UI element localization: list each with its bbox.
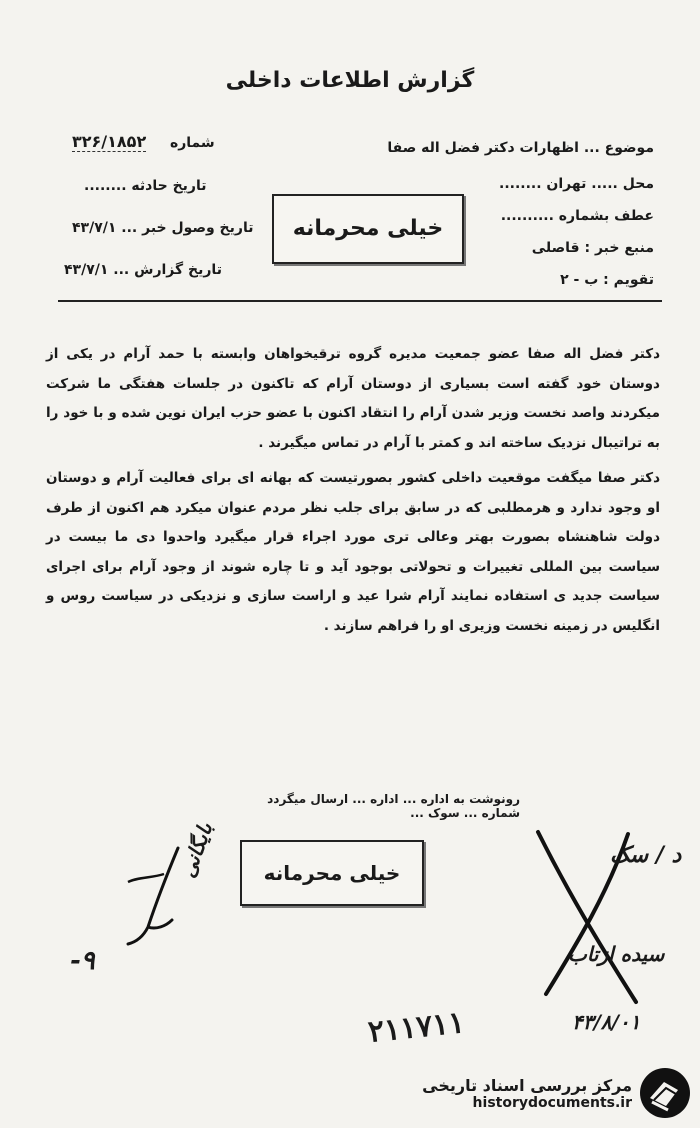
header-divider [58, 300, 662, 302]
followup-row [501, 208, 654, 224]
watermark-name: مرکز بررسی اسناد تاریخی [422, 1075, 632, 1095]
subject-row: موضوع ... اظهارات دکتر فضل اله صفا [387, 140, 654, 156]
evaluation-value: ب - ۲ [560, 272, 599, 288]
source-row: منبع خبر : قاصلی [531, 240, 654, 256]
distribution-note: رونوشت به اداره ... اداره ... ارسال میگردد شماره ... سوک ... [267, 792, 520, 820]
received-date-row: تاریخ وصول خبر ... ۴۳/۷/۱ [72, 220, 254, 236]
place-row: محل ..... تهران ........ [499, 176, 654, 192]
report-date-value: ۴۳/۷/۱ [64, 262, 109, 278]
followup-value: .......... [500, 208, 554, 224]
number-row [72, 132, 215, 151]
handwritten-note-top: د / سک [610, 842, 682, 868]
report-date-row: تاریخ گزارش ... ۴۳/۷/۱ [64, 262, 222, 278]
evaluation-row: تقویم : ب - ۲ [560, 272, 654, 288]
handwritten-code: ۲۱۱۷۱۱ [366, 1005, 467, 1050]
book-logo-icon [638, 1066, 692, 1120]
followup-label: عطف بشماره [558, 208, 654, 224]
subject-label: موضوع [604, 140, 654, 156]
subject-value: اظهارات دکتر فضل اله صفا [387, 140, 579, 156]
evaluation-label: تقویم [613, 272, 654, 288]
handwritten-number: ۹- [70, 946, 95, 976]
event-date-label: تاریخ حادثه [131, 178, 207, 194]
source-value: قاصلی [531, 240, 580, 256]
watermark-url: historydocuments.ir [472, 1094, 632, 1111]
place-label: محل [622, 176, 654, 192]
body-paragraph: دکتر صفا میگفت موقعیت داخلی کشور بصورتیست که بهانه ای برای فعالیت آرام و دوستان او وجود ندارد و هرمطلبی که در سابق برای جلب نظر مردم عنوان میکرد هم اکنون از طرف دولت شاهنشاه بصورت بهتر وعالی تری مورد اجراء قرار میگیرد واحدوا دی ما بیست در سیاست بین المللی تغییرات و تحولاتی بوجود آید و تا چاره شوند از وجود آرام برای اجرای سیاست جدید ی استفاده نمایند آرام شرا عید و اراست سازی و نزدیکی در سیاست روس و انگلیس در زمینه نخست وزیری او را فراهم سازند . [46, 470, 660, 634]
event-date-value: ........ [84, 178, 127, 194]
received-date-label: تاریخ وصول خبر [142, 220, 254, 236]
report-date-label: تاریخ گزارش [134, 262, 222, 278]
watermark [422, 1066, 692, 1120]
handwritten-date: ۴۳/۸/۰۱ [572, 1010, 641, 1034]
number-label: شماره [169, 135, 215, 151]
source-label: منبع خبر [594, 240, 654, 256]
event-date-row [84, 178, 207, 194]
number-value: ۳۲۶/۱۸۵۲ [72, 132, 147, 151]
page-title: گزارش اطلاعات داخلی [225, 68, 475, 93]
handwritten-archive: بایگانی [175, 819, 218, 881]
confidential-stamp: خیلی محرمانه [272, 194, 464, 264]
confidential-stamp-bottom: خیلی محرمانه [240, 840, 424, 906]
report-body [46, 340, 660, 647]
body-paragraph: دکتر فضل اله صفا عضو جمعیت مدیره گروه ترقیخواهان وابسته با حمد آرام در یکی از دوستان خود گفته است بسیاری از دوستان آرام که تاکنون در جلسات هفتگی ما شرکت میکردند واصد نخست وزیر شدن آرام را انتقاد اکنون با عضو حزب ایران نوین شده و با خود را به تراتیبال نزدیک ساخته اند و کمتر با آرام در تماس میگیرند . [46, 346, 660, 451]
handwritten-note-bottom: سیده ازتاب [568, 942, 665, 966]
received-date-value: ۴۳/۷/۱ [72, 220, 117, 236]
watermark-text [422, 1076, 632, 1111]
place-value: تهران [546, 176, 587, 192]
